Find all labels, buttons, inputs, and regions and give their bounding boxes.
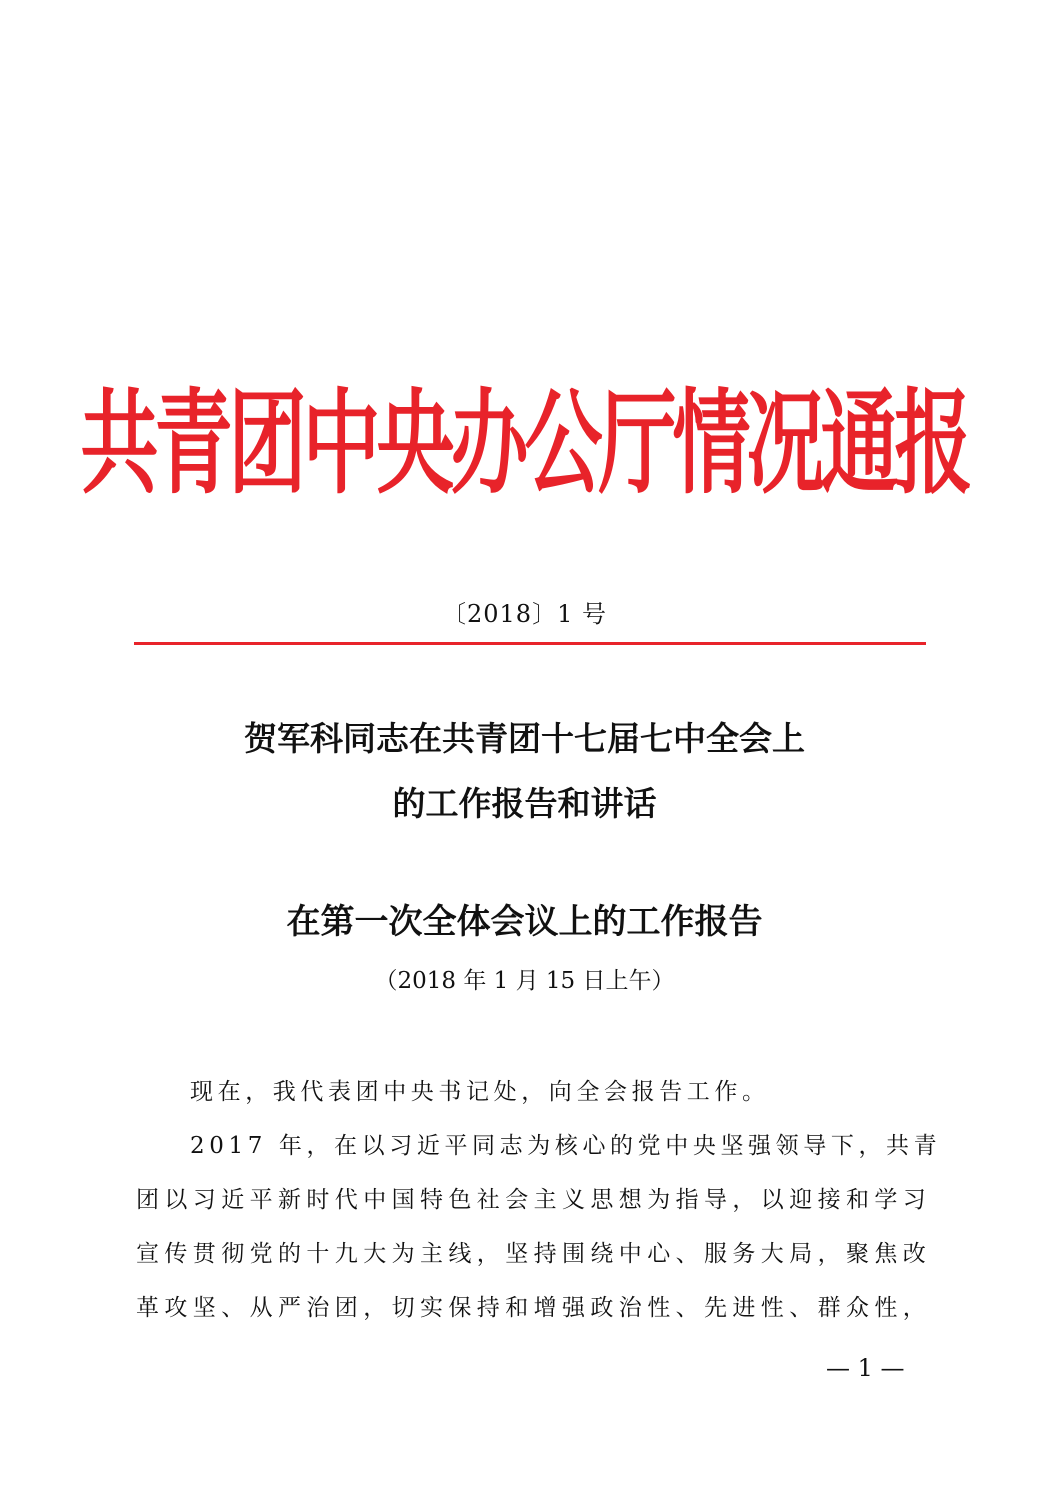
masthead-title: 共青团中央办公厅情况通报 [80, 379, 969, 510]
body-paragraph-2-line-4: 革攻坚、从严治团，切实保持和增强政治性、先进性、群众性， [136, 1295, 932, 1321]
page-number: — 1 — [826, 1354, 905, 1382]
body-paragraph-2-line-2: 团以习近平新时代中国特色社会主义思想为指导，以迎接和学习 [136, 1187, 932, 1213]
red-divider-line [134, 642, 926, 645]
body-paragraph-2-line-3: 宣传贯彻党的十九大为主线，坚持围绕中心、服务大局，聚焦改 [136, 1241, 932, 1267]
body-paragraph-2-line-1: 2017 年，在以习近平同志为核心的党中央坚强领导下，共青 [190, 1133, 942, 1159]
section-subtitle: 在第一次全体会议上的工作报告 [286, 902, 763, 942]
document-title-line-1: 贺军科同志在共青团十七届七中全会上 [244, 719, 805, 758]
document-number: 〔2018〕1 号 [442, 600, 607, 628]
document-title-line-2: 的工作报告和讲话 [392, 784, 657, 823]
report-date: （2018 年 1 月 15 日上午） [374, 968, 675, 994]
body-paragraph-1: 现在，我代表团中央书记处，向全会报告工作。 [190, 1079, 770, 1105]
